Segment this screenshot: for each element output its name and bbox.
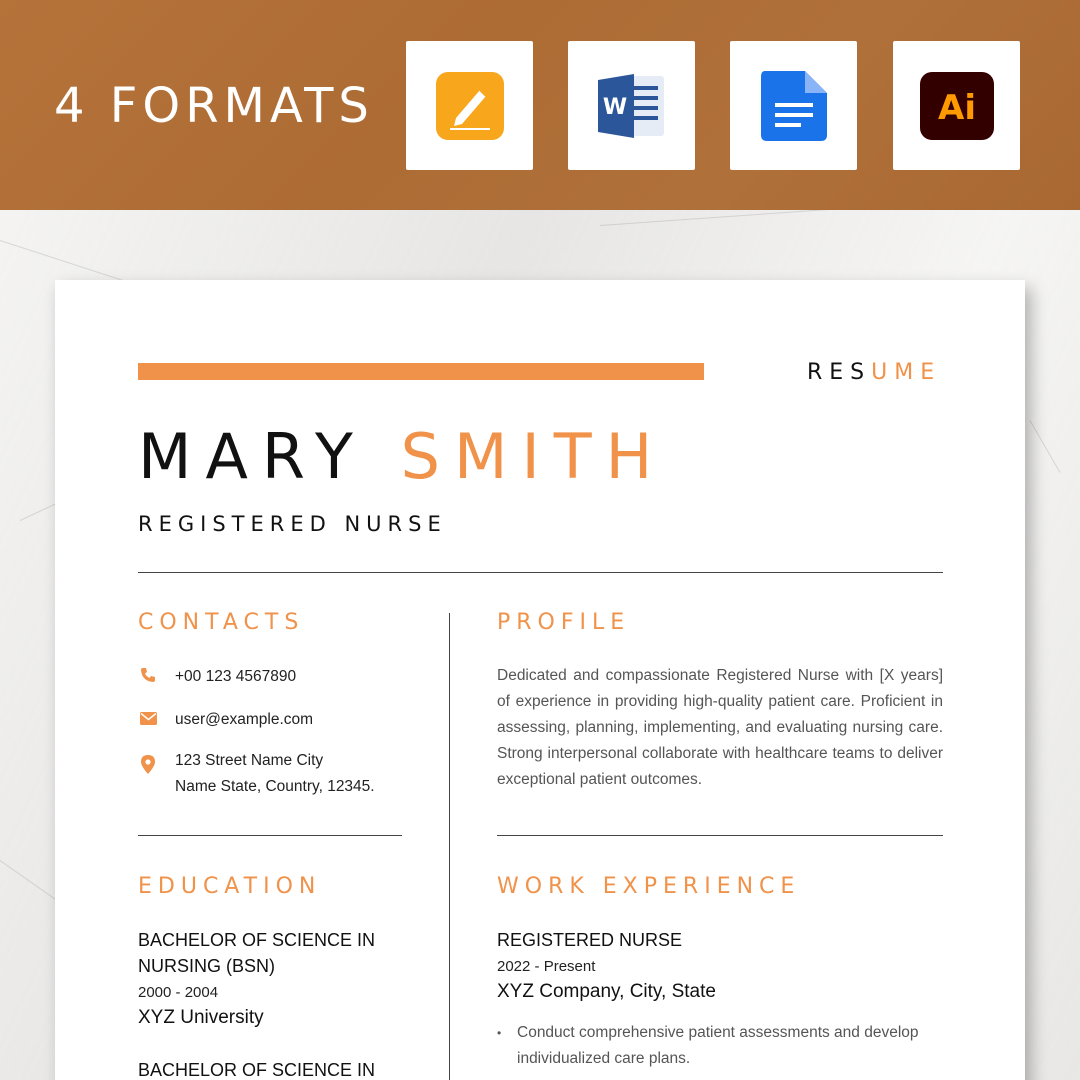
format-card-word xyxy=(568,41,695,170)
education-degree: BACHELOR OF SCIENCE IN NURSING (BSN) xyxy=(138,930,376,976)
email-text: user@example.com xyxy=(175,711,314,728)
google-docs-icon xyxy=(761,71,827,141)
format-card-illustrator xyxy=(893,41,1020,170)
formats-banner xyxy=(0,0,1080,210)
contacts-heading: CONTACTS xyxy=(138,610,305,635)
work-bullets xyxy=(497,1020,927,1078)
education-school: XYZ University xyxy=(138,1007,264,1028)
profile-divider xyxy=(497,835,943,836)
format-card-google-docs xyxy=(730,41,857,170)
illustrator-app-icon xyxy=(920,72,994,140)
address-line-2: Name State, Country, 12345. xyxy=(175,778,375,795)
illustrator-glyph: Ai xyxy=(937,87,976,128)
work-role: REGISTERED NURSE xyxy=(497,930,683,950)
column-divider xyxy=(449,613,450,1080)
first-name: MARY xyxy=(138,420,367,493)
format-card-pages xyxy=(406,41,533,170)
job-title: REGISTERED NURSE xyxy=(138,512,447,536)
marble-vein xyxy=(1030,420,1061,472)
profile-text: Dedicated and compassionate Registered Nurse with [X years] of experience in providing high-quality patient care. Proficient in assessing, planning, implementing, and evaluating nursing care. Strong interpersonal collaborate with healthcare teams to deliver exceptional patient outcomes. xyxy=(497,667,943,788)
last-name: SMITH xyxy=(400,420,667,493)
work-years: 2022 - Present xyxy=(497,958,596,975)
address-line-1: 123 Street Name City xyxy=(175,752,324,769)
location-pin-icon xyxy=(138,754,158,774)
profile-heading: PROFILE xyxy=(497,610,631,635)
education-degree: BACHELOR OF SCIENCE IN xyxy=(138,1060,376,1080)
contact-email xyxy=(138,707,313,733)
education-years: 2000 - 2004 xyxy=(138,984,219,1001)
work-company: XYZ Company, City, State xyxy=(497,981,716,1002)
resume-label-start: RES xyxy=(807,360,872,385)
word-app-icon xyxy=(594,68,670,144)
resume-label-end: UME xyxy=(871,360,942,385)
resume-sheet xyxy=(55,280,1025,1080)
address-text xyxy=(175,748,375,800)
work-experience-heading: WORK EXPERIENCE xyxy=(497,874,801,899)
phone-icon xyxy=(138,665,158,685)
header-divider xyxy=(138,572,943,573)
phone-text: +00 123 4567890 xyxy=(175,668,297,685)
education-heading: EDUCATION xyxy=(138,874,322,899)
work-bullet: • Conduct comprehensive patient assessments and develop individualized care plans. xyxy=(497,1020,927,1072)
svg-text:W: W xyxy=(602,94,627,120)
email-icon xyxy=(138,708,158,728)
full-name xyxy=(138,420,666,493)
contact-address xyxy=(138,748,375,800)
resume-label xyxy=(807,360,941,385)
contact-phone xyxy=(138,664,296,690)
contacts-divider xyxy=(138,835,402,836)
pages-app-icon xyxy=(436,72,504,140)
accent-bar xyxy=(138,363,704,380)
banner-title: 4 FORMATS xyxy=(54,78,374,134)
